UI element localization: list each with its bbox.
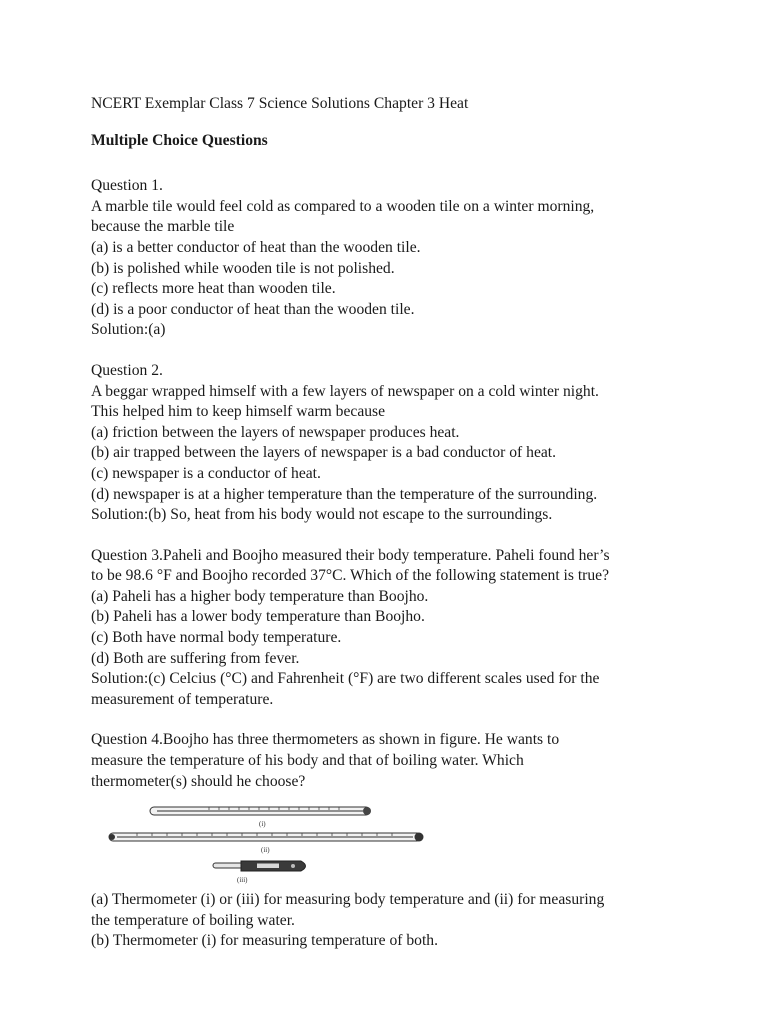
question-2-option-d: (d) newspaper is at a higher temperature than the temperature of the surrounding.	[91, 485, 598, 503]
thermometer-i-label: (i)	[259, 820, 266, 829]
question-1	[91, 176, 691, 341]
question-4	[91, 730, 691, 952]
question-3-text-line-2: to be 98.6 °F and Boojho recorded 37°C. Which of the following statement is true?	[91, 567, 610, 585]
question-1-option-d: (d) is a poor conductor of heat than the wooden tile.	[91, 300, 415, 318]
question-4-option-a-line-2: the temperature of boiling water.	[91, 911, 295, 929]
question-2	[91, 361, 691, 526]
thermometers-figure	[91, 798, 691, 884]
thermometer-iii-icon	[211, 858, 313, 874]
question-1-option-b: (b) is polished while wooden tile is not polished.	[91, 259, 395, 277]
section-heading: Multiple Choice Questions	[91, 131, 268, 149]
question-3	[91, 546, 691, 711]
question-2-option-a: (a) friction between the layers of newspaper produces heat.	[91, 423, 460, 441]
question-3-text-line-1: Question 3.Paheli and Boojho measured their body temperature. Paheli found her’s	[91, 546, 610, 564]
question-1-option-a: (a) is a better conductor of heat than the wooden tile.	[91, 238, 421, 256]
question-3-solution-line-1: Solution:(c) Celcius (°C) and Fahrenheit (°F) are two different scales used for the	[91, 670, 600, 688]
thermometer-ii-label: (ii)	[261, 846, 270, 855]
thermometer-iii-label: (iii)	[237, 876, 248, 885]
thermometer-ii-icon	[107, 830, 427, 844]
thermometer-i-icon	[149, 804, 375, 818]
question-2-option-b: (b) air trapped between the layers of newspaper is a bad conductor of heat.	[91, 444, 557, 462]
question-4-text-line-1: Question 4.Boojho has three thermometers as shown in figure. He wants to	[91, 731, 560, 749]
question-4-option-b: (b) Thermometer (i) for measuring temperature of both.	[91, 932, 438, 950]
question-1-solution: Solution:(a)	[91, 321, 166, 339]
question-2-text-line-2: This helped him to keep himself warm because	[91, 403, 386, 421]
document-title: NCERT Exemplar Class 7 Science Solutions Chapter 3 Heat	[91, 95, 469, 112]
question-2-heading: Question 2.	[91, 361, 163, 379]
question-4-option-a-line-1: (a) Thermometer (i) or (iii) for measuring body temperature and (ii) for measuring	[91, 891, 605, 909]
question-3-option-b: (b) Paheli has a lower body temperature than Boojho.	[91, 608, 425, 626]
question-1-heading: Question 1.	[91, 177, 163, 195]
question-3-solution-line-2: measurement of temperature.	[91, 690, 274, 708]
document-page	[91, 94, 691, 972]
question-4-text-line-2: measure the temperature of his body and that of boiling water. Which	[91, 752, 524, 770]
question-1-text-line-2: because the marble tile	[91, 218, 235, 236]
question-4-text-line-3: thermometer(s) should he choose?	[91, 772, 306, 790]
question-2-text-line-1: A beggar wrapped himself with a few layers of newspaper on a cold winter night.	[91, 382, 599, 400]
question-1-option-c: (c) reflects more heat than wooden tile.	[91, 280, 336, 298]
question-2-solution: Solution:(b) So, heat from his body would not escape to the surroundings.	[91, 506, 553, 524]
question-2-option-c: (c) newspaper is a conductor of heat.	[91, 464, 321, 482]
question-3-option-c: (c) Both have normal body temperature.	[91, 629, 342, 647]
question-1-text-line-1: A marble tile would feel cold as compared to a wooden tile on a winter morning,	[91, 197, 595, 215]
question-3-option-a: (a) Paheli has a higher body temperature than Boojho.	[91, 587, 429, 605]
question-3-option-d: (d) Both are suffering from fever.	[91, 649, 300, 667]
